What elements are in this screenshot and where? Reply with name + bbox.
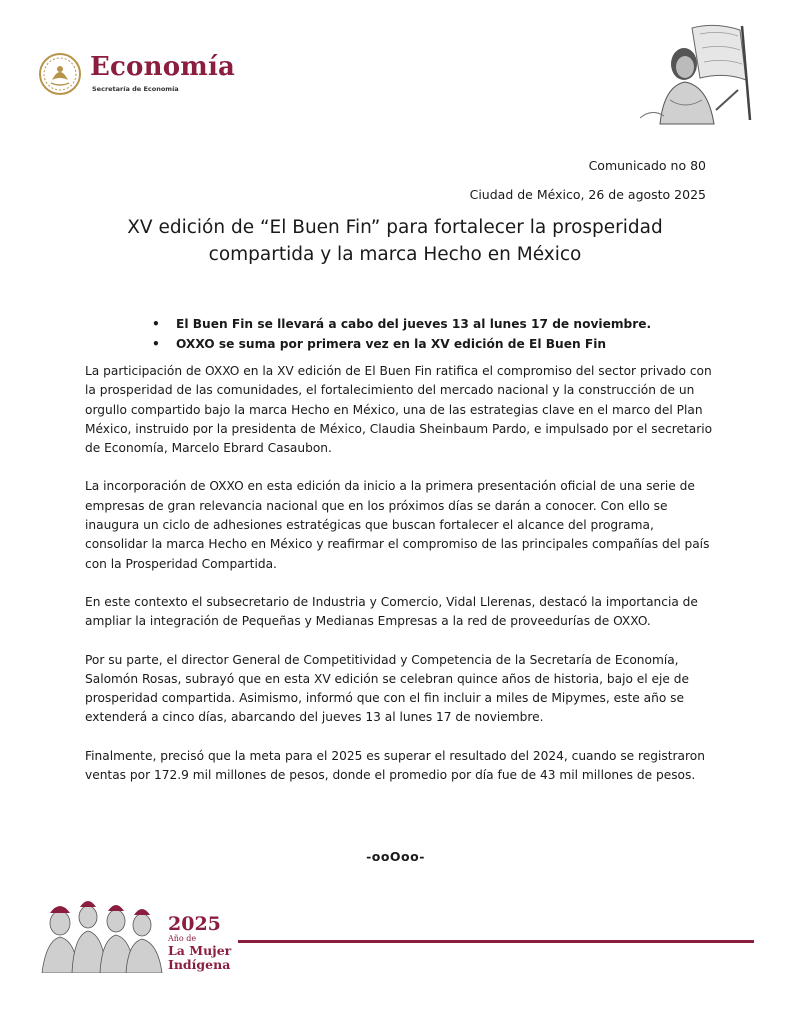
national-seal-icon (38, 52, 82, 96)
bullet-icon: • (152, 337, 160, 351)
place-date: Ciudad de México, 26 de agosto 2025 (469, 187, 706, 202)
article-body (85, 362, 713, 804)
footer-line-2: La Mujer (168, 943, 232, 958)
release-number: Comunicado no 80 (588, 158, 706, 173)
headline (80, 214, 710, 268)
logo-title: Economía (90, 52, 236, 82)
year-emblem (168, 915, 238, 972)
paragraph: Finalmente, precisó que la meta para el 2025 es superar el resultado del 2024, cuando se registraron ventas por 172.9 mil millones de pesos, donde el promedio por día fue de 43 mil millones de pesos. (85, 748, 705, 783)
logo-subtitle: Secretaría de Economía (92, 85, 179, 93)
bullet-icon: • (152, 317, 160, 331)
paragraph: En este contexto el subsecretario de Industria y Comercio, Vidal Llerenas, destacó la importancia de ampliar la integración de Pequeñas y Medianas Empresas a la red de proveedurías de OXXO. (85, 594, 698, 629)
woman-with-flag-illustration (630, 20, 755, 125)
footer-year: 2025 (168, 913, 221, 935)
footer-divider (238, 940, 754, 943)
end-mark: -ooOoo- (366, 849, 425, 864)
footer-line-3: Indígena (168, 957, 231, 972)
highlights-list (148, 314, 651, 354)
indigenous-women-illustration (38, 893, 166, 973)
paragraph: La incorporación de OXXO en esta edición da inicio a la primera presentación oficial de una serie de empresas de gran relevancia nacional que en los próximos días se darán a conocer. Con ello se inaugura un ciclo de adhesiones estratégicas que buscan fortalecer el alcance del programa, consolidar la marca Hecho en México y reafirmar el compromiso de las principales compañías del país con la Prosperidad Compartida. (85, 479, 710, 571)
headline-line-1: XV edición de “El Buen Fin” para fortalecer la prosperidad (127, 217, 663, 238)
list-item: • El Buen Fin se llevará a cabo del jueves 13 al lunes 17 de noviembre. (148, 314, 651, 334)
paragraph: Por su parte, el director General de Competitividad y Competencia de la Secretaría de Economía, Salomón Rosas, subrayó que en esta XV edición se celebran quince años de historia, bajo el eje de prosperidad compartida. Asimismo, informó que con el fin incluir a miles de Mipymes, este año se extenderá a cinco días, abarcando del jueves 13 al lunes 17 de noviembre. (85, 652, 690, 725)
list-item: • OXXO se suma por primera vez en la XV edición de El Buen Fin (148, 334, 651, 354)
headline-line-2: compartida y la marca Hecho en México (208, 244, 582, 265)
economia-logo (38, 52, 248, 102)
paragraph: La participación de OXXO en la XV edición de El Buen Fin ratifica el compromiso del sector privado con la prosperidad de las comunidades, el fortalecimiento del mercado nacional y la construcción de un orgullo compartido bajo la marca Hecho en México, una de las estrategias clave en el marco del Plan México, instruido por la presidenta de México, Claudia Sheinbaum Pardo, e impulsado por el secretario de Economía, Marcelo Ebrard Casaubon. (85, 364, 713, 456)
footer-line-1: Año de (168, 934, 197, 943)
